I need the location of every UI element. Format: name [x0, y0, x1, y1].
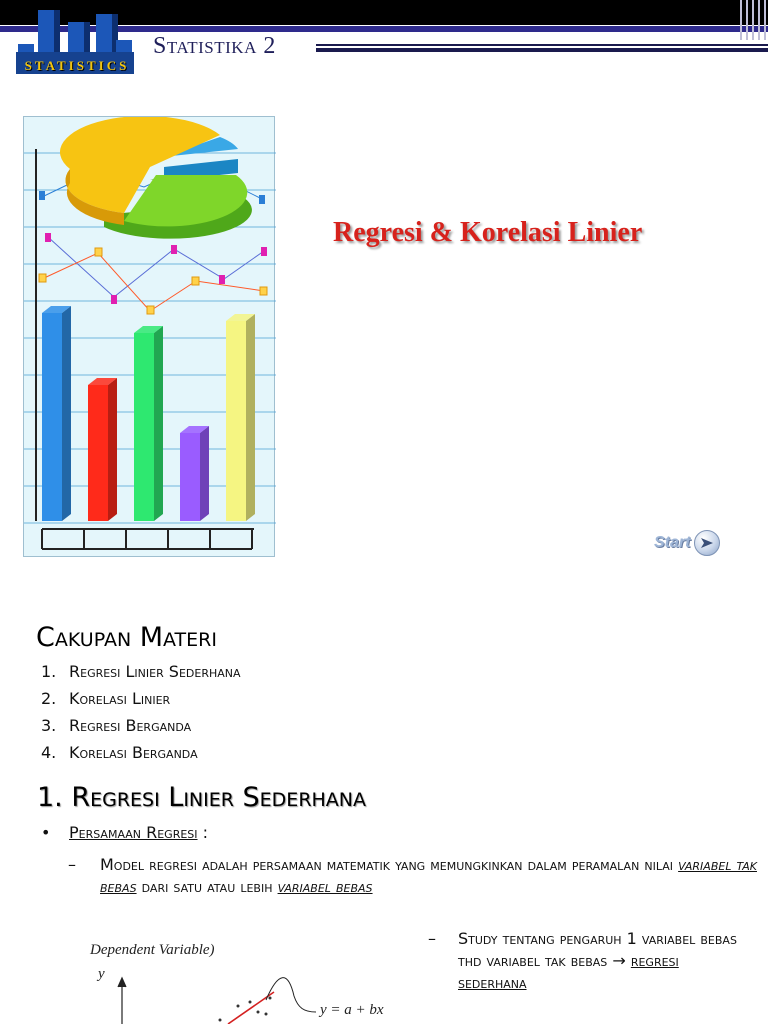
term-regresi-sederhana: regresi sederhana: [458, 951, 679, 992]
section-title-regresi: 1. Regresi Linier Sederhana: [37, 782, 367, 813]
diagram-y-axis-label: y: [98, 966, 105, 982]
clipart-bar: [134, 326, 163, 521]
clipart-bar: [180, 426, 209, 521]
diagram-equation: y = a + bx: [320, 1002, 384, 1018]
regression-diagram: [90, 936, 410, 1024]
clipart-bar: [88, 378, 117, 521]
paragraph-study: – Study tentang pengaruh 1 variabel bebas thd variabel tak bebas → regresi sederhana: [428, 929, 737, 992]
start-button[interactable]: [654, 529, 720, 557]
diagram-y-title: Dependent Variable): [90, 942, 215, 958]
main-title: Regresi & Korelasi Linier: [333, 217, 643, 248]
list-item: 2. Korelasi Linier: [41, 689, 171, 708]
bullet-label: Persamaan Regresi: [69, 823, 198, 842]
dash-mark: –: [428, 929, 436, 948]
paragraph-model-regresi: – Model regresi adalah persamaan matematik yang memungkinkan dalam peramalan nilai variabel tak bebas dari satu atau lebih variabel bebas: [68, 855, 757, 896]
clipart-bar: [42, 306, 71, 521]
clipart-bar: [226, 314, 255, 521]
chart-clipart: [23, 116, 275, 557]
bullet-persamaan-regresi: • Persamaan Regresi :: [41, 823, 209, 842]
term-variabel-bebas: variabel bebas: [277, 877, 373, 896]
list-item: 3. Regresi Berganda: [41, 716, 192, 735]
topic-list: [41, 662, 461, 770]
header-title: Statistika 2: [153, 33, 276, 59]
dash-mark: –: [68, 855, 76, 874]
section-title-cakupan: Cakupan Materi: [36, 622, 217, 653]
logo-text: STATISTICS: [24, 58, 130, 73]
term-variabel-tak-bebas: variabel tak bebas: [100, 855, 757, 896]
diagram-curve: [266, 978, 316, 1012]
diagram-axis-arrow: [118, 978, 126, 1024]
play-arrow-icon: [694, 530, 720, 556]
statistics-logo: [16, 8, 134, 78]
list-item: 4. Korelasi Berganda: [41, 743, 198, 762]
start-label: Start: [654, 534, 691, 551]
header-stripes: [738, 0, 768, 40]
clipart-axis-ticks: [42, 529, 252, 549]
header-rule: [316, 42, 768, 52]
list-item: 1. Regresi Linier Sederhana: [41, 662, 241, 681]
clipart-pie: [60, 117, 252, 239]
bullet-mark: •: [41, 823, 51, 842]
diagram-scatter-points: [219, 997, 272, 1022]
